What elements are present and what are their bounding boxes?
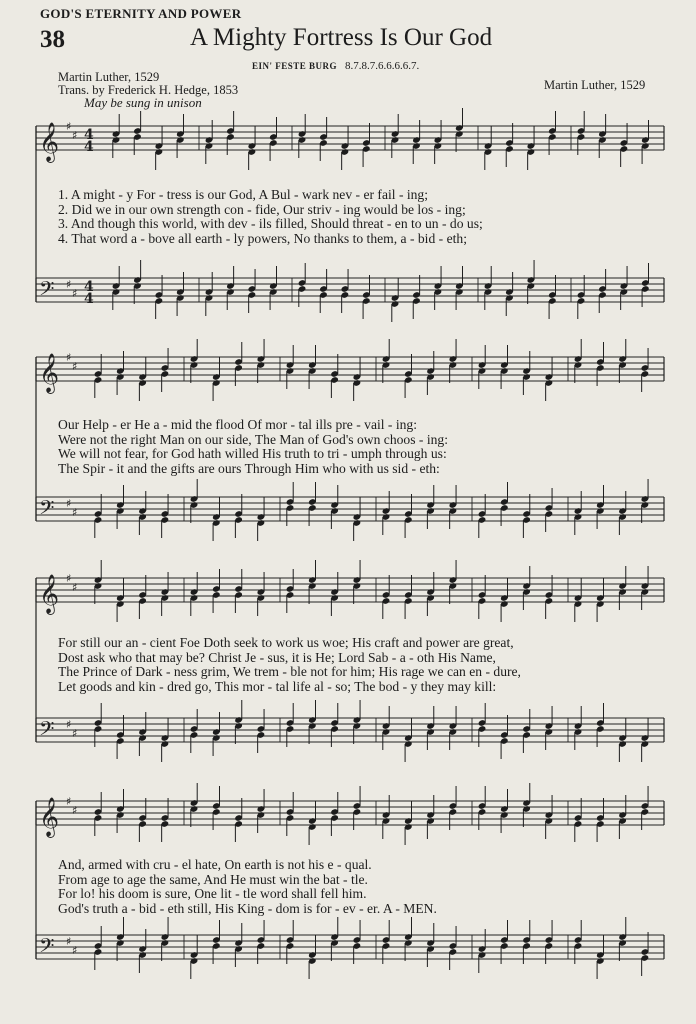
svg-text:♯: ♯ [66, 572, 72, 585]
verse-line: For lo! his doom is sure, One lit - tle word shall fell him. [58, 887, 367, 901]
svg-text:♯: ♯ [72, 581, 78, 594]
svg-text:♯: ♯ [72, 129, 78, 142]
hymn-number: 38 [40, 26, 65, 53]
bass-staff-4 [36, 917, 664, 979]
verse-line: The Prince of Dark - ness grim, We trem - ble not for him; His rage we can en - dure, [58, 665, 521, 679]
svg-text:♯: ♯ [72, 360, 78, 373]
verse-line: Dost ask who that may be? Christ Je - sus, it is He; Lord Sab - a - oth His Name, [58, 650, 496, 665]
svg-text:𝄢: 𝄢 [39, 934, 55, 962]
svg-text:4: 4 [84, 139, 94, 155]
svg-text:♯: ♯ [72, 804, 78, 817]
verse-line: 2. Did we in our own strength con - fide, Our striv - ing would be los - ing; [58, 202, 466, 217]
verse-line: Were not the right Man on our side, The Man of God's own choos - ing: [58, 432, 448, 447]
svg-text:♯: ♯ [72, 287, 78, 300]
text-author-credit: Martin Luther, 1529 [58, 70, 160, 84]
verse-line: We will not fear, for God hath willed His truth to tri - umph through us: [58, 447, 447, 461]
svg-text:♯: ♯ [66, 497, 72, 510]
svg-text:𝄞: 𝄞 [39, 797, 60, 837]
verse-line: 3. And though this world, with dev - ils filled, Should threat - en to un - do us; [58, 217, 483, 231]
svg-text:♯: ♯ [66, 120, 72, 133]
verse-line: For still our an - cient Foe Doth seek to work us woe; His craft and power are great, [58, 636, 514, 650]
verse-line: From age to age the same, And He must win the bat - tle. [58, 872, 368, 887]
svg-text:4: 4 [84, 127, 94, 143]
svg-text:𝄢: 𝄢 [39, 717, 55, 745]
translator-credit: Trans. by Frederick H. Hedge, 1853 [58, 83, 239, 97]
bass-staff-1 [36, 260, 664, 322]
treble-staff-2 [36, 339, 664, 401]
svg-text:4: 4 [84, 291, 94, 307]
music-author-credit: Martin Luther, 1529 [544, 78, 646, 92]
verse-line: Let goods and kin - dred go, This mor - tal life al - so; The bod - y they may kill: [58, 679, 497, 694]
bass-staff-2 [36, 479, 664, 541]
svg-text:𝄢: 𝄢 [39, 277, 55, 305]
section-title: GOD'S ETERNITY AND POWER [40, 6, 242, 21]
svg-text:𝄞: 𝄞 [39, 122, 60, 162]
tune-meter: 8.7.8.7.6.6.6.6.7. [345, 60, 420, 72]
lyrics-system-3 [58, 636, 672, 694]
tune-name: EIN' FESTE BURG [252, 61, 338, 71]
verse-line: 1. A might - y For - tress is our God, A Bul - wark nev - er fail - ing; [58, 188, 429, 202]
svg-text:𝄞: 𝄞 [39, 353, 60, 393]
bass-staff-3 [36, 700, 664, 762]
svg-text:𝄞: 𝄞 [39, 574, 60, 614]
treble-staff-3 [36, 560, 664, 622]
svg-text:♯: ♯ [66, 935, 72, 948]
verse-line: God's truth a - bid - eth still, His King - dom is for - ev - er. A - MEN. [58, 901, 437, 916]
svg-text:♯: ♯ [72, 506, 78, 519]
verse-line: 4. That word a - bove all earth - ly powers, No thanks to them, a - bid - eth; [58, 231, 467, 246]
verse-line: Our Help - er He a - mid the flood Of mor - tal ills pre - vail - ing: [58, 418, 417, 432]
lyrics-system-4 [58, 858, 672, 916]
performance-instruction: May be sung in unison [84, 95, 202, 110]
svg-text:♯: ♯ [66, 718, 72, 731]
verse-line: The Spir - it and the gifts are ours Through Him who with us sid - eth: [58, 461, 440, 476]
svg-text:4: 4 [84, 279, 94, 295]
svg-text:♯: ♯ [72, 727, 78, 740]
treble-staff-4 [36, 783, 664, 845]
svg-text:𝄢: 𝄢 [39, 496, 55, 524]
svg-text:♯: ♯ [72, 944, 78, 957]
verse-line: And, armed with cru - el hate, On earth is not his e - qual. [58, 858, 372, 872]
lyrics-system-2 [58, 418, 672, 476]
hymn-title: A Mighty Fortress Is Our God [190, 24, 493, 51]
svg-text:♯: ♯ [66, 278, 72, 291]
svg-text:♯: ♯ [66, 351, 72, 364]
lyrics-system-1 [58, 188, 672, 246]
treble-staff-1 [36, 108, 664, 170]
svg-text:♯: ♯ [66, 795, 72, 808]
